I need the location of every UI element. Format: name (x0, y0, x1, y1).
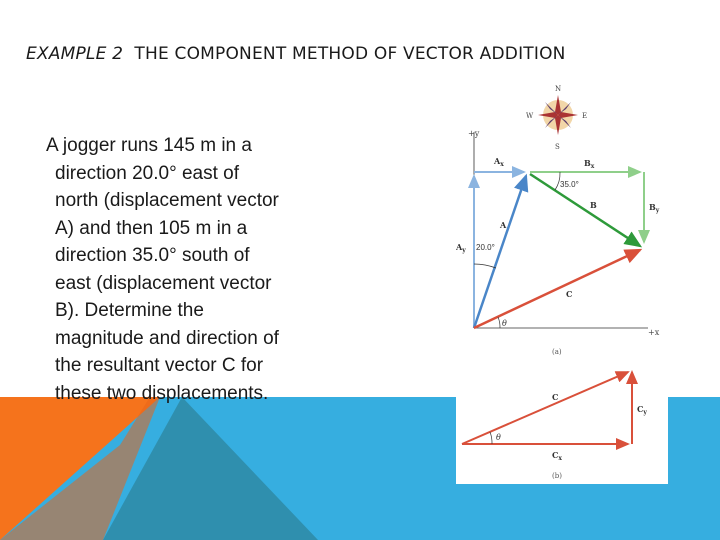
plus-x-label: +x (648, 328, 660, 337)
problem-line: A jogger runs 145 m in a (46, 135, 252, 156)
angle-a-arc (474, 264, 496, 268)
problem-line: these two displacements. (55, 382, 269, 404)
problem-line: B). Determine the (55, 300, 204, 321)
c-label: C (566, 289, 573, 299)
theta-a-label: θ (502, 319, 507, 328)
problem-line: A) and then 105 m in a (55, 217, 248, 239)
problem-line: direction 35.0° south of (55, 245, 250, 266)
problem-statement (38, 132, 378, 407)
a-label: A (500, 220, 507, 230)
vector-diagram (456, 82, 668, 484)
compass-rose-icon (526, 85, 587, 151)
plus-y-label: +y (468, 129, 480, 138)
theta-b-label: θ (496, 433, 501, 442)
caption-b: (b) (552, 472, 562, 480)
compass-w: W (526, 112, 534, 120)
vector-diagram-figure (456, 82, 668, 484)
slide-title (26, 44, 706, 64)
c-b-label: C (552, 392, 559, 402)
problem-line: east (displacement vector (55, 272, 272, 294)
problem-line: the resultant vector C for (55, 355, 264, 376)
vector-b (530, 174, 640, 246)
angle-b-label: 35.0° (560, 180, 579, 189)
ax-label: $A_x$ (494, 156, 504, 168)
theta-arc (498, 317, 500, 328)
caption-a: (a) (552, 348, 562, 356)
problem-line: direction 20.0° east of (55, 162, 239, 184)
theta-b-arc (490, 432, 492, 444)
vector-c (474, 250, 640, 328)
compass-n: N (555, 85, 562, 93)
example-label: EXAMPLE 2 (26, 44, 124, 64)
problem-line: north (displacement vector (55, 190, 279, 211)
cy-label: $C_y$ (637, 404, 647, 416)
angle-a-label: 20.0° (476, 243, 495, 252)
bx-label: $B_x$ (584, 158, 595, 170)
b-label: B (590, 200, 597, 210)
compass-s: S (555, 143, 560, 151)
compass-e: E (582, 112, 588, 120)
ay-label: $A_y$ (456, 242, 466, 254)
vector-a (474, 176, 526, 328)
cx-label: $C_x$ (552, 450, 562, 462)
c-resultant (462, 372, 628, 444)
by-label: $B_y$ (649, 202, 660, 214)
problem-line: magnitude and direction of (55, 327, 279, 349)
title-heading: THE COMPONENT METHOD OF VECTOR ADDITION (134, 44, 566, 64)
